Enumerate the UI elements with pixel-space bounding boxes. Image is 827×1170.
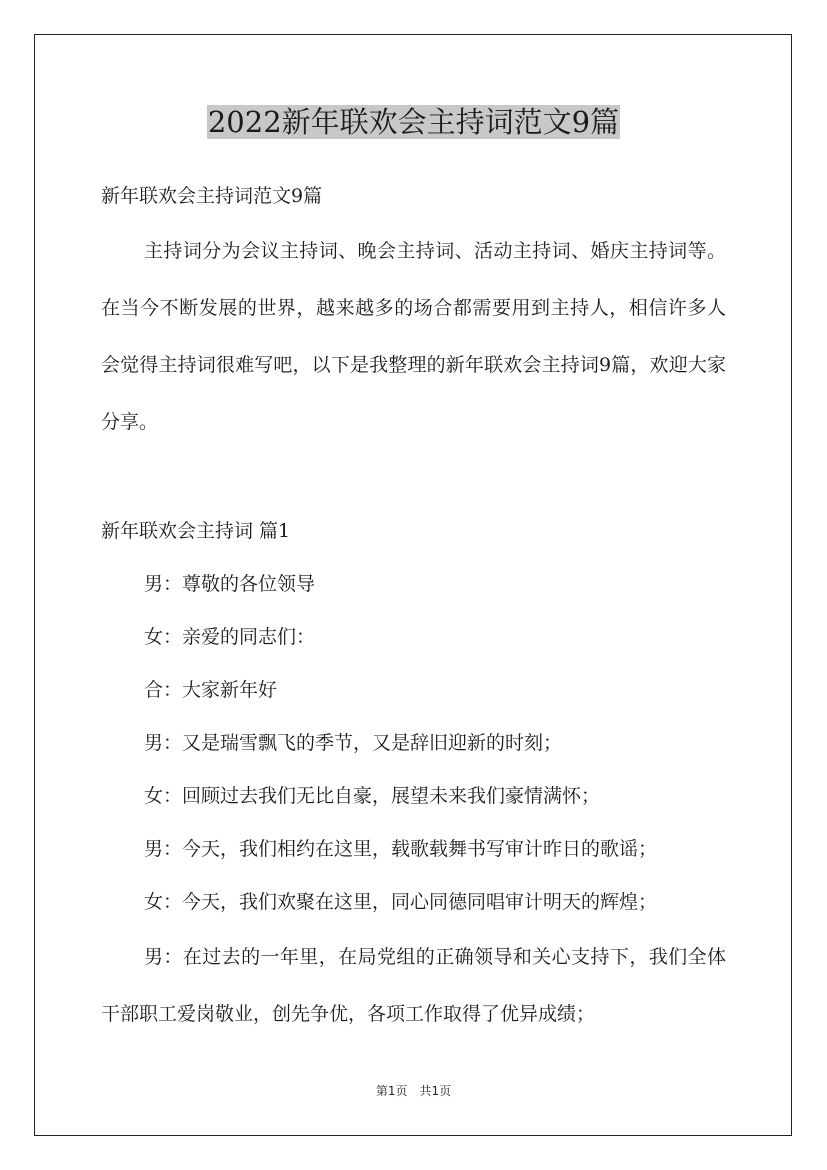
spacer (101, 451, 726, 505)
dialog-line: 合：大家新年好 (144, 679, 278, 701)
document-subtitle: 新年联欢会主持词范文9篇 (101, 185, 323, 207)
dialog-line: 男：今天，我们相约在这里，载歌载舞书写审计昨日的歌谣； (144, 838, 658, 860)
intro-paragraph: 主持词分为会议主持词、晚会主持词、活动主持词、婚庆主持词等。在当今不断发展的世界，越来越多的场合都需要用到主持人，相信许多人会觉得主持词很难写吧，以下是我整理的新年联欢会主持词9篇，欢迎大家分享。 (101, 240, 726, 433)
closing-paragraph: 男：在过去的一年里，在局党组的正确领导和关心支持下，我们全体干部职工爱岗敬业，创先争优，各项工作取得了优异成绩； (101, 946, 726, 1025)
dialog-line: 女：今天，我们欢聚在这里，同心同德同唱审计明天的辉煌； (144, 891, 658, 913)
section-heading: 新年联欢会主持词 篇1 (101, 520, 291, 542)
dialog-line: 女：亲爱的同志们： (144, 626, 316, 648)
page-footer: 第1页 共1页 (375, 1084, 452, 1098)
document-title-text: 2022新年联欢会主持词范文9篇 (207, 105, 620, 139)
dialog-line: 男：又是瑞雪飘飞的季节，又是辞旧迎新的时刻； (144, 732, 563, 754)
dialog-line: 男：尊敬的各位领导 (144, 573, 316, 595)
document-title (0, 101, 827, 143)
document-body (101, 170, 726, 1043)
dialog-line: 女：回顾过去我们无比自豪，展望未来我们豪情满怀； (144, 785, 601, 807)
